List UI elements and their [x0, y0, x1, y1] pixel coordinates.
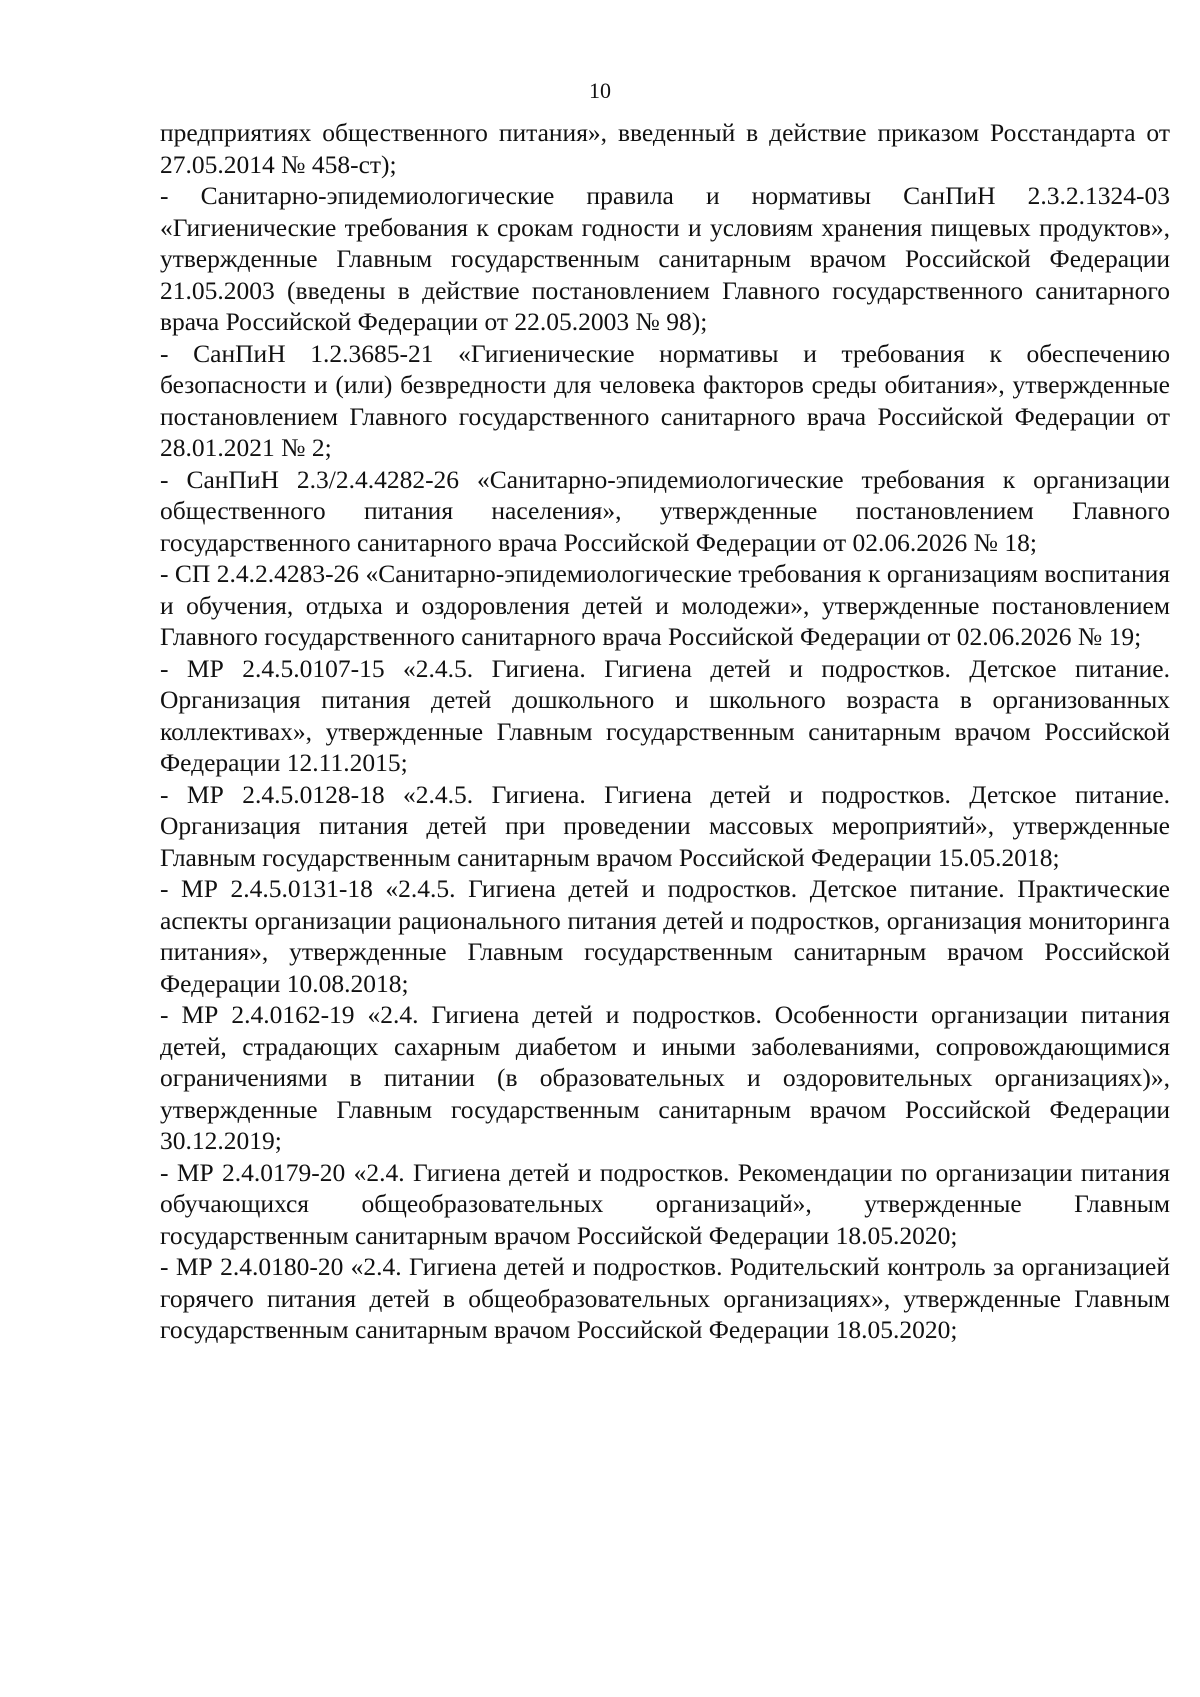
- page-number: 10: [589, 78, 611, 103]
- list-item-mr-2-4-5-0131-18: - МР 2.4.5.0131-18 «2.4.5. Гигиена детей и подростков. Детское питание. Практические аспекты организации рационального питания детей и подростков, организация мониторинга питания», утвержденные Главным государственным санитарным врачом Российской Федерации 10.08.2018;: [160, 874, 1170, 998]
- list-item-mr-2-4-0179-20: - МР 2.4.0179-20 «2.4. Гигиена детей и подростков. Рекомендации по организации питания обучающихся общеобразовательных организаций», утвержденные Главным государственным санитарным врачом Российской Федерации 18.05.2020;: [160, 1157, 1170, 1250]
- list-item-mr-2-4-5-0128-18: - МР 2.4.5.0128-18 «2.4.5. Гигиена. Гигиена детей и подростков. Детское питание. Организация питания детей при проведении массовых мероприятий», утвержденные Главным государственным санитарным врачом Российской Федерации 15.05.2018;: [160, 779, 1170, 872]
- paragraph-continuation: предприятиях общественного питания», введенный в действие приказом Росстандарта от 27.05.2014 № 458-ст);: [160, 118, 1170, 179]
- list-item-mr-2-4-0180-20: - МР 2.4.0180-20 «2.4. Гигиена детей и подростков. Родительский контроль за организацией горячего питания детей в общеобразовательных организациях», утвержденные Главным государственным санитарным врачом Российской Федерации 18.05.2020;: [160, 1252, 1170, 1344]
- list-item-sanpin-1-2-3685-21: - СанПиН 1.2.3685-21 «Гигиенические нормативы и требования к обеспечению безопасности и (или) безвредности для человека факторов среды обитания», утвержденные постановлением Главного государственного санитарного врача Российской Федерации от 28.01.2021 № 2;: [160, 338, 1170, 462]
- list-item-sp-2-4-2-4283-26: - СП 2.4.2.4283-26 «Санитарно-эпидемиологические требования к организациям воспитания и обучения, отдыха и оздоровления детей и молодежи», утвержденные постановлением Главного государственного санитарного врача Российской Федерации от 02.06.2026 № 19;: [160, 559, 1170, 651]
- list-item-mr-2-4-5-0107-15: - МР 2.4.5.0107-15 «2.4.5. Гигиена. Гигиена детей и подростков. Детское питание. Организация питания детей дошкольного и школьного возраста в организованных коллективах», утвержденные Главным государственным санитарным врачом Российской Федерации 12.11.2015;: [160, 653, 1170, 777]
- list-item-sanpin-2-3-2-4-4282-26: - СанПиН 2.3/2.4.4282-26 «Санитарно-эпидемиологические требования к организации общественного питания населения», утвержденные постановлением Главного государственного санитарного врача Российской Федерации от 02.06.2026 № 18;: [160, 464, 1170, 557]
- document-body: [160, 117, 1170, 1346]
- list-item-mr-2-4-0162-19: - МР 2.4.0162-19 «2.4. Гигиена детей и подростков. Особенности организации питания детей, страдающих сахарным диабетом и иными заболеваниями, сопровождающимися ограничениями в питании (в образовательных и оздоровительных организациях)», утвержденные Главным государственным санитарным врачом Российской Федерации 30.12.2019;: [160, 1000, 1170, 1155]
- list-item-sanpin-2-3-2-1324-03: - Санитарно-эпидемиологические правила и нормативы СанПиН 2.3.2.1324-03 «Гигиенические требования к срокам годности и условиям хранения пищевых продуктов», утвержденные Главным государственным санитарным врачом Российской Федерации 21.05.2003 (введены в действие постановлением Главного государственного санитарного врача Российской Федерации от 22.05.2003 № 98);: [160, 181, 1170, 336]
